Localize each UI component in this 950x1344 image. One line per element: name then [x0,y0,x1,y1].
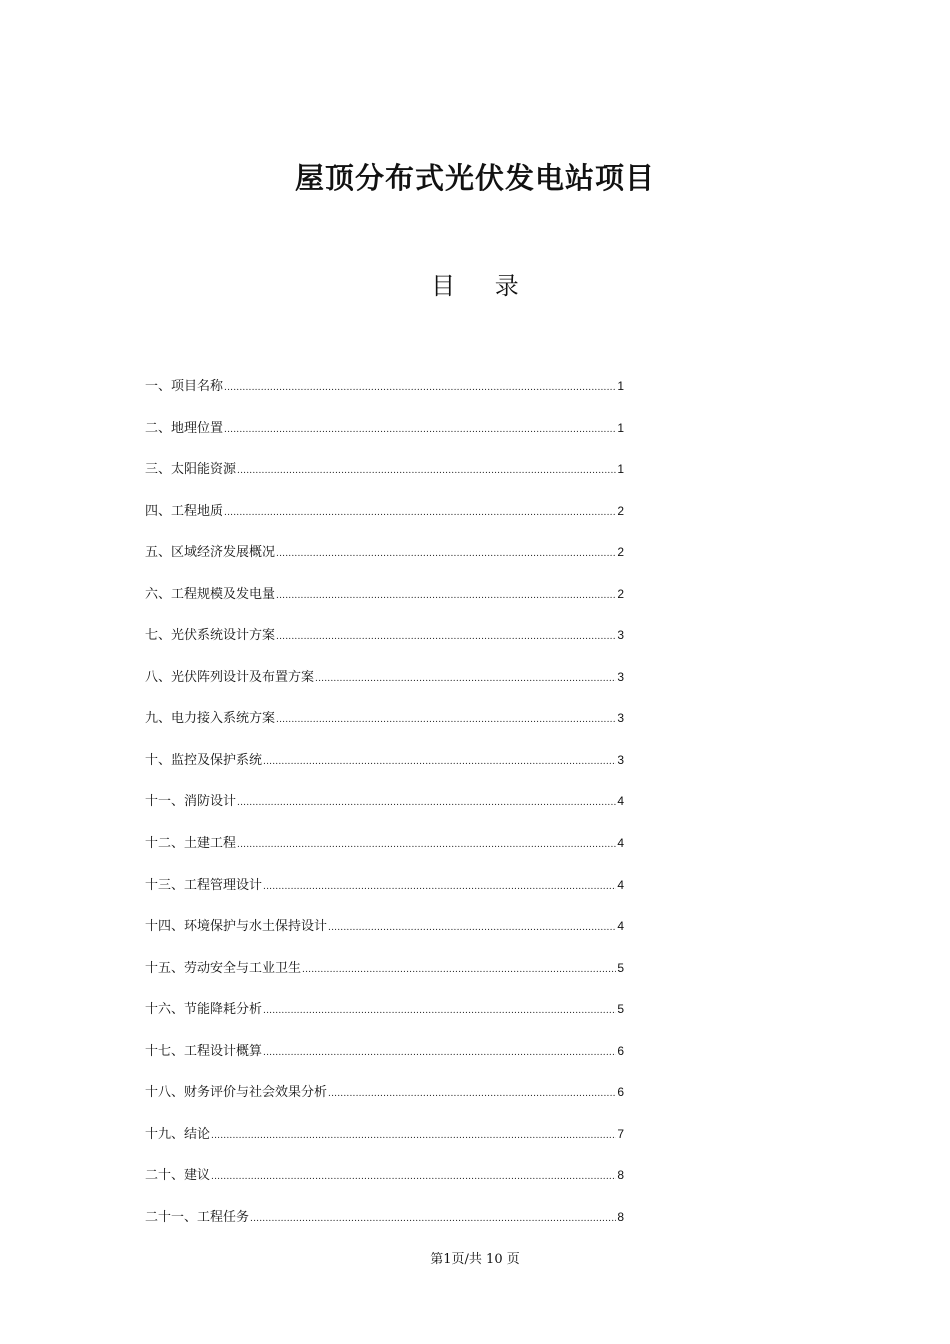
toc-entry-label: 十六、节能降耗分析 [145,1002,263,1018]
toc-leader-dots [276,544,616,564]
toc-entry[interactable] [145,999,624,1041]
toc-entry-label: 四、工程地质 [145,503,224,519]
toc-leader-dots [211,1167,616,1187]
toc-entry[interactable] [145,958,624,1000]
toc-entry-label: 九、电力接入系统方案 [145,711,276,727]
toc-leader-dots [328,918,616,938]
toc-entry-page: 4 [617,919,624,934]
toc-entry[interactable] [145,833,624,875]
toc-entry-label: 十九、结论 [145,1126,211,1142]
toc-entry[interactable] [145,1165,624,1207]
toc-entry[interactable] [145,875,624,917]
toc-leader-dots [224,420,616,440]
toc-entry-page: 3 [617,669,624,684]
toc-entry-page: 1 [617,462,624,477]
toc-entry[interactable] [145,1124,624,1166]
toc-entry-label: 十七、工程设计概算 [145,1043,263,1059]
toc-leader-dots [263,1001,616,1021]
toc-leader-dots [276,586,616,606]
table-of-contents [145,376,624,1248]
toc-entry-label: 二十、建议 [145,1168,211,1184]
toc-entry[interactable] [145,542,624,584]
toc-entry-page: 2 [617,586,624,601]
toc-entry-label: 十四、环境保护与水土保持设计 [145,919,328,935]
toc-entry-label: 五、区域经济发展概况 [145,545,276,561]
toc-leader-dots [237,835,616,855]
toc-entry-page: 1 [617,420,624,435]
toc-entry-page: 2 [617,545,624,560]
toc-entry-page: 1 [617,379,624,393]
toc-leader-dots [276,627,616,647]
toc-leader-dots [237,461,616,481]
toc-entry-page: 8 [617,1209,624,1224]
toc-entry-label: 十二、土建工程 [145,836,237,852]
toc-leader-dots [302,960,616,980]
toc-entry-label: 八、光伏阵列设计及布置方案 [145,669,315,685]
toc-entry-page: 6 [617,1043,624,1058]
toc-entry[interactable] [145,459,624,501]
toc-entry-page: 5 [617,1002,624,1017]
toc-entry-page: 4 [617,794,624,809]
toc-leader-dots [315,669,616,689]
toc-entry-label: 十五、劳动安全与工业卫生 [145,960,302,976]
toc-entry[interactable] [145,667,624,709]
toc-entry[interactable] [145,791,624,833]
toc-leader-dots [224,378,616,398]
toc-entry-page: 7 [617,1126,624,1141]
toc-entry-page: 8 [617,1168,624,1183]
toc-leader-dots [224,503,616,523]
page-footer: 第1页/共 10 页 [430,1252,520,1267]
toc-entry[interactable] [145,376,624,418]
toc-leader-dots [237,793,616,813]
toc-entry-label: 十、监控及保护系统 [145,752,263,768]
toc-entry[interactable] [145,1041,624,1083]
toc-entry-label: 三、太阳能资源 [145,462,237,478]
toc-leader-dots [276,710,616,730]
toc-entry-label: 六、工程规模及发电量 [145,586,276,602]
toc-entry-label: 七、光伏系统设计方案 [145,628,276,644]
toc-entry-page: 6 [617,1085,624,1100]
toc-entry-label: 一、项目名称 [145,379,224,394]
toc-entry[interactable] [145,1082,624,1124]
toc-entry[interactable] [145,750,624,792]
toc-entry[interactable] [145,501,624,543]
toc-entry[interactable] [145,1207,624,1249]
toc-entry-label: 二十一、工程任务 [145,1209,250,1225]
toc-entry-page: 5 [617,960,624,975]
toc-entry[interactable] [145,625,624,667]
toc-entry-page: 3 [617,711,624,726]
document-title: 屋顶分布式光伏发电站项目 [294,161,655,195]
toc-entry[interactable] [145,708,624,750]
toc-leader-dots [263,1043,616,1063]
toc-entry-page: 3 [617,752,624,767]
toc-entry-label: 二、地理位置 [145,420,224,436]
toc-leader-dots [250,1209,616,1229]
toc-entry-label: 十八、财务评价与社会效果分析 [145,1085,328,1101]
toc-leader-dots [211,1126,616,1146]
toc-leader-dots [263,752,616,772]
toc-entry-label: 十一、消防设计 [145,794,237,810]
toc-entry[interactable] [145,584,624,626]
toc-entry-label: 十三、工程管理设计 [145,877,263,893]
toc-leader-dots [263,877,616,897]
toc-entry-page: 4 [617,877,624,892]
toc-entry[interactable] [145,916,624,958]
toc-entry[interactable] [145,418,624,460]
toc-leader-dots [328,1084,616,1104]
toc-entry-page: 4 [617,836,624,851]
toc-heading: 目 录 [431,272,535,300]
toc-entry-page: 3 [617,628,624,643]
toc-entry-page: 2 [617,503,624,518]
